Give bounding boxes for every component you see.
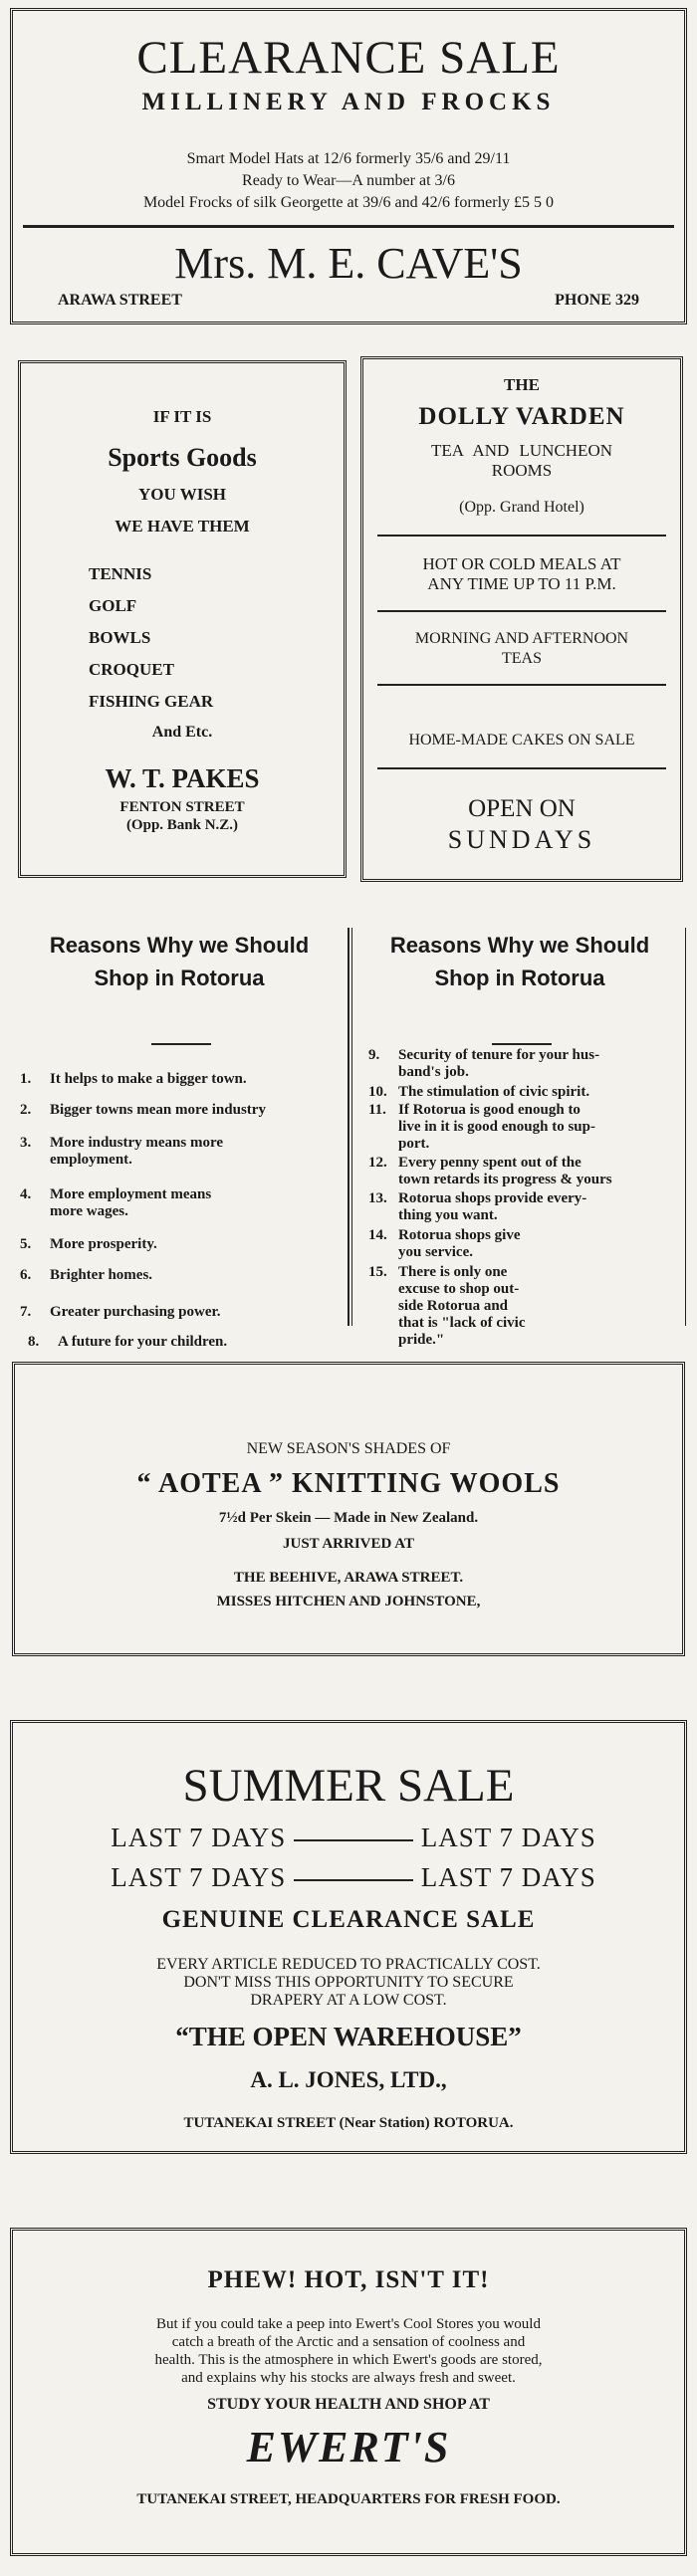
reasons-divider	[685, 928, 686, 1326]
clearance-street: ARAWA STREET	[58, 292, 182, 309]
dolly-open-1: OPEN ON	[468, 795, 576, 822]
summer-title: SUMMER SALE	[182, 1760, 515, 1812]
summer-dash	[294, 1839, 413, 1841]
reason-item: 1. It helps to make a bigger town.	[20, 1071, 247, 1087]
summer-every-3: DRAPERY AT A LOW COST.	[250, 1992, 447, 2009]
aotea-line-5: MISSES HITCHEN AND JOHNSTONE,	[216, 1594, 481, 1610]
pakes-street: FENTON STREET	[119, 799, 245, 815]
pakes-name: W. T. PAKES	[105, 763, 260, 793]
reasons-heading-left-1: Reasons Why we Should	[49, 933, 310, 958]
pakes-opp: (Opp. Bank N.Z.)	[125, 817, 239, 833]
dolly-open-2: SUNDAYS	[447, 825, 596, 854]
pakes-sports-goods: Sports Goods	[108, 443, 257, 472]
dolly-meals-2: ANY TIME UP TO 11 P.M.	[427, 574, 616, 593]
reason-item: 10. The stimulation of civic spirit.	[368, 1084, 590, 1100]
pakes-item: FISHING GEAR	[89, 692, 214, 711]
dolly-rule	[377, 684, 666, 686]
dolly-rule	[377, 767, 666, 769]
pakes-item: BOWLS	[89, 628, 151, 647]
clearance-title: CLEARANCE SALE	[136, 32, 561, 84]
clearance-line-3: Model Frocks of silk Georgette at 39/6 and 42/6 formerly £5 5 0	[142, 194, 555, 211]
summer-every-1: EVERY ARTICLE REDUCED TO PRACTICALLY COST.	[156, 1956, 541, 1973]
clearance-phone: PHONE 329	[555, 292, 639, 309]
ewert-para-3: health. This is the atmosphere in which Ewert's goods are stored,	[154, 2352, 543, 2368]
clearance-shop-name: Mrs. M. E. CAVE'S	[174, 239, 523, 288]
summer-warehouse: “THE OPEN WAREHOUSE”	[175, 2022, 522, 2051]
reason-item: 7. Greater purchasing power.	[20, 1304, 221, 1320]
reason-item: 8. A future for your children.	[28, 1334, 228, 1350]
reasons-heading-left-2: Shop in Rotorua	[94, 966, 265, 990]
summer-last-days: LAST 7 DAYS	[420, 1823, 596, 1852]
summer-last-days: LAST 7 DAYS	[111, 1862, 287, 1892]
dolly-rule	[377, 610, 666, 612]
summer-jones: A. L. JONES, LTD.,	[250, 2067, 447, 2092]
pakes-if-it-is: IF IT IS	[152, 407, 212, 426]
clearance-subtitle: MILLINERY AND FROCKS	[141, 89, 556, 115]
pakes-you-wish: YOU WISH	[137, 485, 226, 504]
summer-dash	[294, 1879, 413, 1881]
summer-genuine: GENUINE CLEARANCE SALE	[161, 1906, 536, 1933]
ewerts-ad	[10, 2228, 687, 2556]
summer-every-2: DON'T MISS THIS OPPORTUNITY TO SECURE	[183, 1974, 514, 1991]
reason-item: 5. More prosperity.	[20, 1236, 157, 1252]
dolly-the: THE	[504, 375, 540, 394]
clearance-rule	[23, 225, 674, 228]
ewert-para-2: catch a breath of the Arctic and a sensation of coolness and	[171, 2334, 526, 2350]
reason-item: 11. If Rotorua is good enough to live in it is good enough to sup- port.	[368, 1102, 595, 1152]
dolly-morning-1: MORNING AND AFTERNOON	[414, 630, 629, 647]
dolly-opp: (Opp. Grand Hotel)	[459, 499, 584, 516]
aotea-line-1: NEW SEASON'S SHADES OF	[246, 1440, 451, 1457]
ewert-study: STUDY YOUR HEALTH AND SHOP AT	[207, 2396, 490, 2413]
reason-item: 14. Rotorua shops give you service.	[368, 1227, 521, 1260]
reason-item: 13. Rotorua shops provide every- thing you want.	[368, 1190, 587, 1223]
summer-sale-ad	[10, 1720, 687, 2154]
pakes-item: TENNIS	[89, 564, 152, 583]
pakes-ad	[18, 360, 347, 878]
reasons-rule-left	[151, 1043, 211, 1045]
ewert-name: EWERT'S	[246, 2423, 451, 2471]
pakes-item: CROQUET	[89, 660, 174, 679]
clearance-line-1: Smart Model Hats at 12/6 formerly 35/6 and 29/11	[186, 150, 511, 167]
summer-last-days: LAST 7 DAYS	[111, 1823, 287, 1852]
summer-street: TUTANEKAI STREET (Near Station) ROTORUA.	[183, 2115, 514, 2131]
clearance-line-2: Ready to Wear—A number at 3/6	[242, 172, 455, 189]
aotea-line-4: THE BEEHIVE, ARAWA STREET.	[233, 1570, 464, 1586]
reason-item: 9. Security of tenure for your hus- band's job.	[368, 1047, 600, 1080]
dolly-morning-2: TEAS	[502, 650, 542, 667]
reasons-heading-right-2: Shop in Rotorua	[434, 966, 605, 990]
pakes-item: GOLF	[89, 596, 137, 615]
dolly-rule	[377, 535, 666, 537]
dolly-rooms: ROOMS	[491, 461, 553, 480]
reason-item: 15. There is only one excuse to shop out- side Rotorua and that is "lack of civic pride."	[368, 1264, 526, 1348]
dolly-varden-ad	[360, 356, 683, 882]
dolly-cakes: HOME-MADE CAKES ON SALE	[408, 732, 635, 749]
reasons-ad	[0, 916, 697, 1350]
clearance-sale-ad	[10, 8, 687, 324]
ewert-para-4: and explains why his stocks are always fresh and sweet.	[181, 2370, 516, 2386]
summer-last-days-row	[63, 1862, 644, 1893]
dolly-name: DOLLY VARDEN	[418, 403, 625, 430]
reasons-divider	[351, 928, 352, 1326]
reason-item: 12. Every penny spent out of the town retards its progress & yours	[368, 1155, 612, 1187]
aotea-line-3: JUST ARRIVED AT	[283, 1536, 414, 1552]
aotea-line-2: 7½d Per Skein — Made in New Zealand.	[218, 1510, 479, 1526]
pakes-etc: And Etc.	[151, 724, 213, 741]
pakes-we-have: WE HAVE THEM	[115, 517, 250, 536]
summer-last-days-row	[63, 1823, 644, 1853]
dolly-meals-1: HOT OR COLD MEALS AT	[422, 554, 621, 573]
reason-item: 3. More industry means more employment.	[20, 1135, 224, 1168]
ewert-street: TUTANEKAI STREET, HEADQUARTERS FOR FRESH FOOD.	[136, 2491, 561, 2507]
reasons-heading-right-1: Reasons Why we Should	[389, 933, 650, 958]
dolly-tea: TEA AND LUNCHEON	[431, 441, 612, 460]
reason-item: 2. Bigger towns mean more industry	[20, 1102, 266, 1118]
reasons-rule-right	[492, 1043, 552, 1045]
ewert-title: PHEW! HOT, ISN'T IT!	[207, 2266, 490, 2293]
reason-item: 4. More employment means more wages.	[20, 1186, 212, 1219]
aotea-wools-ad	[12, 1362, 685, 1656]
aotea-title: “ AOTEA ” KNITTING WOOLS	[136, 1468, 561, 1499]
reason-item: 6. Brighter homes.	[20, 1267, 153, 1283]
ewert-para-1: But if you could take a peep into Ewert's Cool Stores you would	[156, 2316, 541, 2332]
summer-last-days: LAST 7 DAYS	[420, 1862, 596, 1892]
